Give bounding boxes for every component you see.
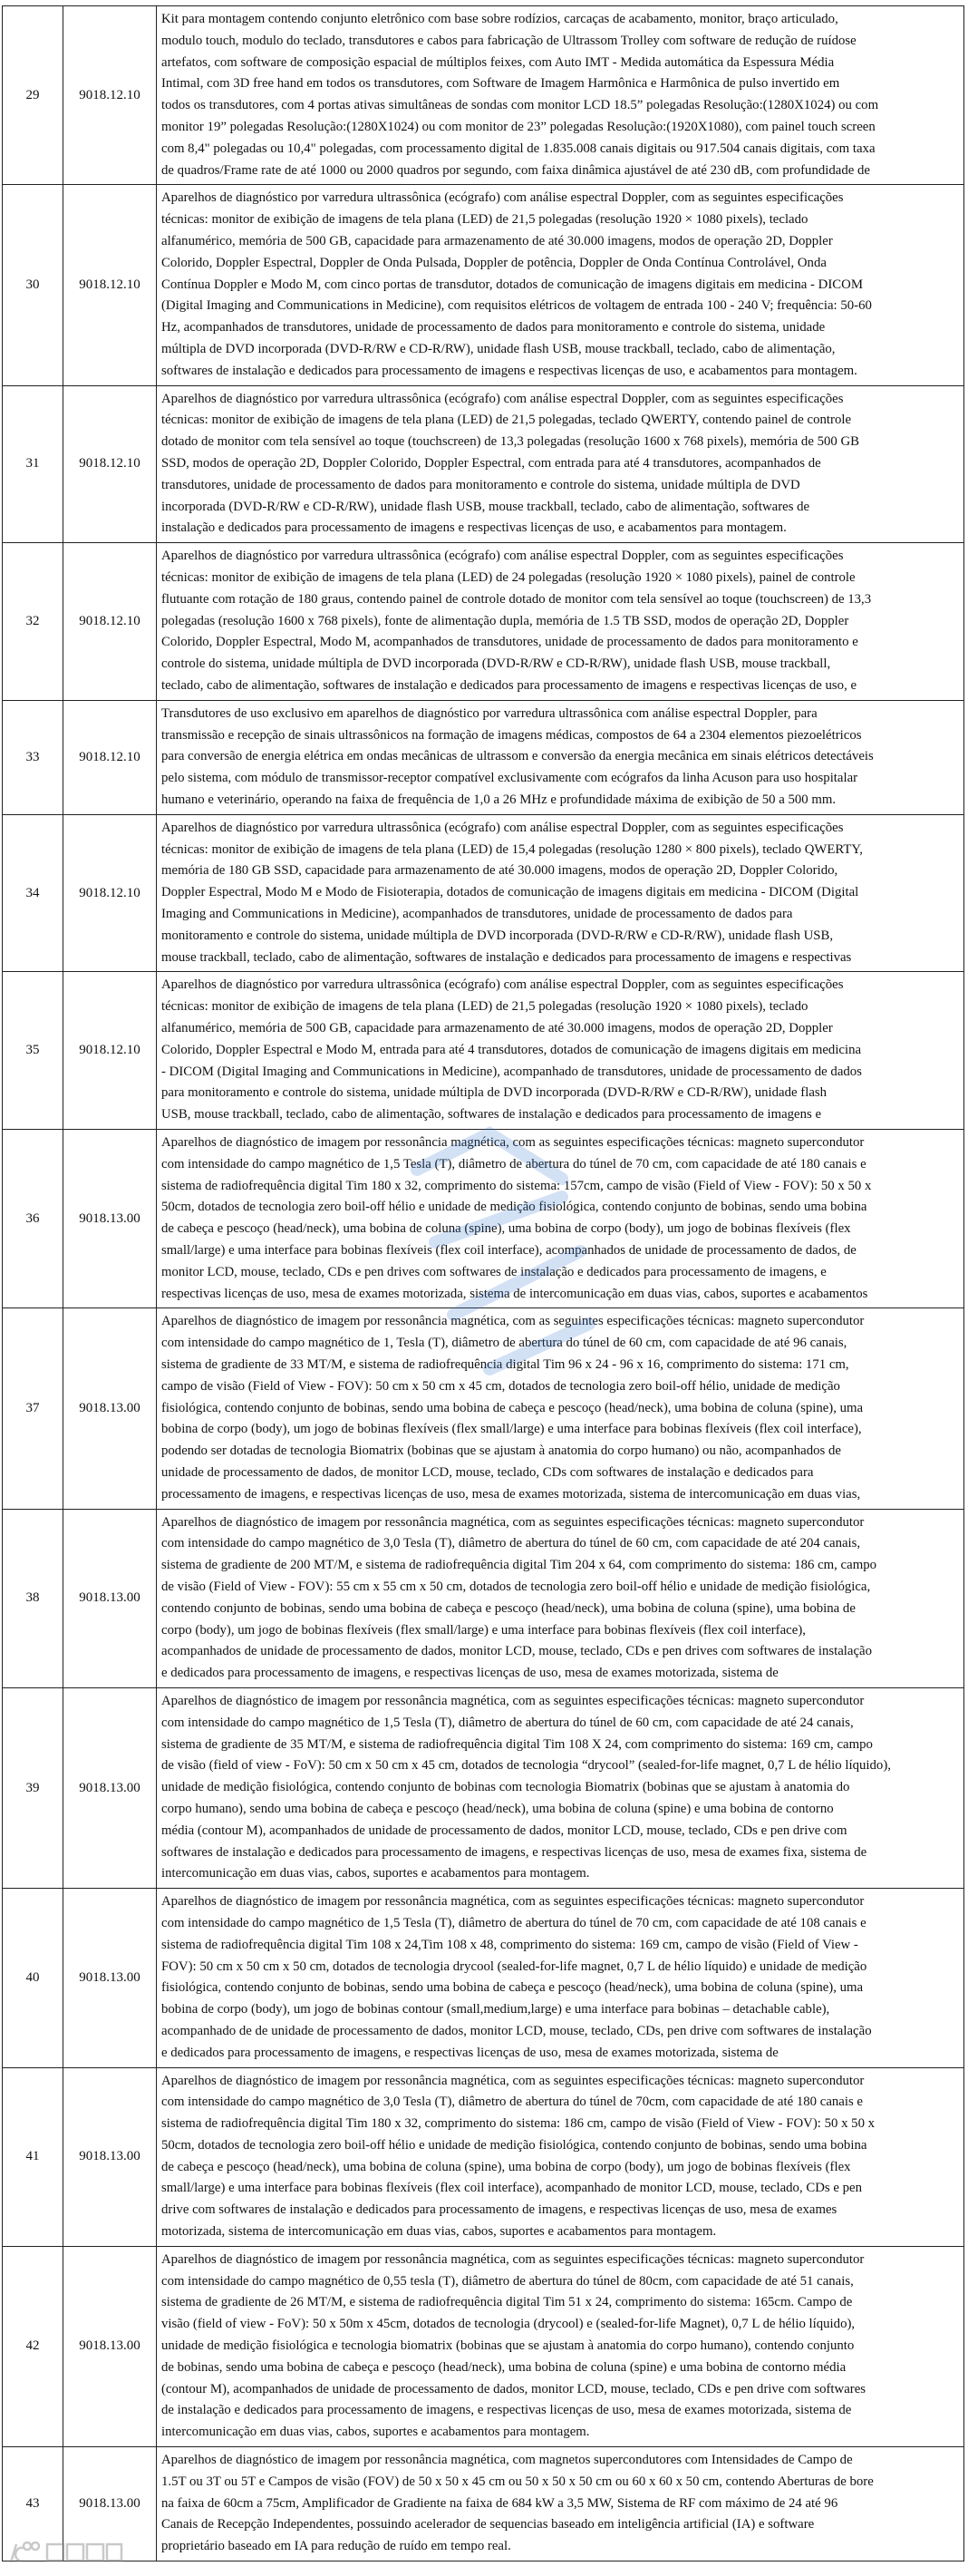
ncm-code: 9018.12.10 (63, 814, 157, 972)
ncm-code: 9018.12.10 (63, 6, 157, 185)
description-line: Intimal, com 3D free hand em todos os transdutores, com Software de Imagem Harmônica e Harmônica de pulso invertido em (161, 76, 840, 92)
item-number: 35 (3, 972, 63, 1130)
description-line: fisiológica, contendo conjunto de bobinas, sendo uma bobina de cabeça e pescoço (head/neck), uma bobina de coluna (spine), uma (161, 1400, 864, 1415)
description-text (161, 1132, 960, 1305)
item-number: 43 (3, 2447, 63, 2561)
ncm-description-table (2, 5, 964, 2561)
description-line: transdutores, unidade de processamento de dados para monitoramento e controle do sistema, unidade múltipla de DVD (161, 477, 800, 492)
description-line: técnicas: monitor de exibição de imagens de tela plana (LED) de 21,5 polegadas, teclado QWERTY, contendo painel de controle (161, 413, 852, 428)
description-line: softwares de instalação e dedicados para processamento de imagens e respectivas licenças de uso, e acabamentos para montagem. (161, 363, 857, 378)
description-text (161, 1691, 960, 1885)
description-line: contendo conjunto de bobinas, sendo uma bobina de cabeça e pescoço (head/neck), uma bobina de coluna (spine), uma bobina de (161, 1600, 856, 1616)
description-line: drive com softwares de instalação e dedicados para processamento de imagens, e respectivas licenças de uso, mesa de exames (161, 2202, 837, 2218)
ncm-code: 9018.13.00 (63, 1308, 157, 1509)
product-description (157, 185, 964, 385)
item-number: 39 (3, 1687, 63, 1888)
item-number: 40 (3, 1889, 63, 2067)
ncm-code: 9018.13.00 (63, 2246, 157, 2446)
description-line: Contínua Doppler e Modo M, com cinco portas de transdutor, dotados de comunicação de imagens digitais em medicina - DICOM (161, 277, 864, 292)
description-line: small/large) e uma interface para bobinas flexíveis (flex coil interface), acompanhado de monitor LCD, mouse, teclado, CDs e pen (161, 2181, 862, 2196)
item-number: 41 (3, 2067, 63, 2246)
description-line: sistema de gradiente de 200 MT/M, e sistema de radiofrequência digital Tim 204 x 64, com comprimento do sistema: 186 cm, campo (161, 1558, 877, 1573)
description-line: memória de 180 GB SSD, capacidade para armazenamento de até 30.000 imagens, modos de operação 2D, Doppler Colorido, (161, 863, 838, 879)
description-line: flutuante com rotação de 180 graus, contendo painel de controle dotado de monitor com tela sensível ao toque (touchscreen) de 13,3 (161, 591, 872, 607)
description-line: com intensidade do campo magnético de 1,5 Tesla (T), diâmetro de abertura do túnel de 70 cm, com capacidade de até 180 canais e (161, 1156, 866, 1171)
description-line: teclado, cabo de alimentação, softwares de instalação e dedicados para processamento de imagens e respectivas licenças de uso, e (161, 677, 857, 693)
description-line: motorizada, sistema de intercomunicação em duas vias, cabos, suportes e acabamentos para montagem. (161, 2224, 717, 2240)
description-line: Aparelhos de diagnóstico por varredura ultrassônica (ecógrafo) com análise espectral Doppler, com as seguintes especificações (161, 190, 844, 206)
description-line: 1.5T ou 3T ou 5T e Campos de visão (FOV) de 50 x 50 x 45 cm ou 50 x 50 x 50 cm ou 60 x 60 x 50 cm, contendo Aberturas de bore (161, 2474, 874, 2489)
description-line: de visão (Field of View - FOV): 55 cm x 55 cm x 50 cm, dotados de tecnologia zero boil-off hélio e unidade de medição fisiológica, (161, 1579, 871, 1594)
description-line: de cabeça e pescoço (head/neck), uma bobina de coluna (spine), uma bobina de corpo (body), um jogo de bobinas flexíveis (flex (161, 1221, 851, 1237)
description-line: para conversão de energia elétrica em ondas mecânicas de ultrassom e conversão da energia mecânica em sinais elétricos detectáveis (161, 749, 874, 764)
description-line: transmissão e recepção de sinais ultrassônicos na formação de imagens médicas, compostos de 64 a 2304 elementos piezoelétricos (161, 727, 862, 743)
description-line: artefatos, com software de composição espacial de múltiplos feixes, com Auto IMT - Medida automática da Espessura Média (161, 54, 835, 70)
item-number: 38 (3, 1509, 63, 1687)
description-line: visão (field of view - FoV): 50 x 50m x 45cm, dotados de tecnologia (drycool) e (sealed-for-life Magnet), 0,7 L de hélio líquido), (161, 2317, 856, 2332)
product-description (157, 2447, 964, 2561)
product-description (157, 814, 964, 972)
description-line: unidade de processamento de dados, de monitor LCD, mouse, teclado, CDs com softwares de instalação e dedicados para (161, 1464, 814, 1480)
product-description (157, 1509, 964, 1687)
description-line: 50cm, dotados de tecnologia zero boil-off hélio e unidade de medição fisiológica, contendo conjunto de bobinas, sendo uma bobina (161, 1200, 867, 1215)
product-description (157, 1308, 964, 1509)
product-description (157, 2067, 964, 2246)
description-line: FOV): 50 cm x 50 cm x 50 cm, dotados de tecnologia drycool (sealed-for-life magnet, 0,7 L de hélio líquido) e unidade de medição (161, 1959, 867, 1974)
description-line: Aparelhos de diagnóstico por varredura ultrassônica (ecógrafo) com análise espectral Doppler, com as seguintes especificações (161, 391, 844, 406)
item-number: 30 (3, 185, 63, 385)
description-line: Aparelhos de diagnóstico de imagem por ressonância magnética, com as seguintes especificações técnicas: magneto supercondutor (161, 1134, 865, 1150)
product-description (157, 1687, 964, 1888)
description-line: para monitoramento e controle do sistema, unidade múltipla de DVD incorporada (DVD-R/RW e CD-R/RW), unidade flash (161, 1085, 828, 1101)
description-line: bobina de corpo (body), um jogo de bobinas flexíveis (flex small/large) e uma interface para bobinas flexíveis (flex coil interface), (161, 1422, 862, 1437)
ncm-code: 9018.13.00 (63, 1129, 157, 1307)
item-number: 32 (3, 543, 63, 701)
item-number: 33 (3, 700, 63, 814)
item-number: 29 (3, 6, 63, 185)
description-text (161, 975, 960, 1126)
ncm-code: 9018.12.10 (63, 972, 157, 1130)
table-row (3, 385, 964, 543)
description-text (161, 9, 960, 181)
description-line: incorporada (DVD-R/RW e CD-R/RW), unidade flash USB, mouse trackball, teclado, cabo de alimentação, softwares de (161, 499, 810, 514)
item-number: 31 (3, 385, 63, 543)
description-line: Aparelhos de diagnóstico de imagem por ressonância magnética, com as seguintes especificações técnicas: magneto supercondutor (161, 2073, 865, 2088)
description-line: Hz, acompanhados de transdutores, unidade de processamento de dados para monitoramento e controle do sistema, unidade (161, 320, 826, 335)
description-line: unidade de medição fisiológica, contendo conjunto de bobinas com tecnologia Biomatrix (bobinas que se ajustam à anatomia do (161, 1780, 850, 1795)
description-line: acompanhado de de unidade de processamento de dados, monitor LCD, mouse, teclado, CDs, pen drive com softwares de instalação (161, 2023, 872, 2038)
ncm-code: 9018.13.00 (63, 1889, 157, 2067)
item-number: 37 (3, 1308, 63, 1509)
description-line: todos os transdutores, com 4 portas ativas simultâneas de sondas com monitor LCD 18.5” polegadas Resolução:(1280X1024) ou com (161, 98, 879, 113)
table-row (3, 1129, 964, 1307)
table-row (3, 1889, 964, 2067)
description-text (161, 818, 960, 969)
description-text (161, 1311, 960, 1505)
description-line: softwares de instalação e dedicados para processamento de imagens, e respectivas licenças de uso, mesa de exames fixa, sistema de (161, 1844, 867, 1860)
ncm-code: 9018.13.00 (63, 2067, 157, 2246)
description-line: com intensidade do campo magnético de 1,5 Tesla (T), diâmetro de abertura do túnel de 60 cm, com capacidade de até 24 canais, (161, 1715, 854, 1730)
table-row (3, 185, 964, 385)
description-line: Aparelhos de diagnóstico por varredura ultrassônica (ecógrafo) com análise espectral Doppler, com as seguintes especificações (161, 820, 844, 835)
description-line: Colorido, Doppler Espectral, Doppler de Onda Pulsada, Doppler de potência, Doppler de Onda Contínua Controlável, Onda (161, 255, 827, 270)
description-line: técnicas: monitor de exibição de imagens de tela plana (LED) de 24 polegadas (resolução 1920 × 1080 pixels), painel de controle (161, 569, 856, 585)
description-text (161, 704, 960, 812)
table-row (3, 2447, 964, 2561)
description-line: Doppler Espectral, Modo M e Modo de Fisioterapia, dotados de comunicação de imagens digitais em medicina - DICOM (Digital (161, 885, 859, 900)
table-body (3, 6, 964, 2561)
description-line: Colorido, Doppler Espectral, Modo M, acompanhados de transdutores, unidade de processamento de dados para monitoramento e (161, 635, 858, 650)
product-description (157, 1129, 964, 1307)
description-line: acompanhados de unidade de processamento de dados, monitor LCD, mouse, teclado, CDs e pen drives com softwares de instalação (161, 1644, 873, 1659)
description-line: - DICOM (Digital Imaging and Communications in Medicine), acompanhado de transdutores, unidade de processamento de dados (161, 1064, 862, 1079)
description-line: monitoramento e controle do sistema, unidade múltipla de DVD incorporada (DVD-R/RW e CD-R/RW), unidade flash USB, (161, 928, 834, 943)
description-line: USB, mouse trackball, teclado, cabo de alimentação, softwares de instalação e dedicados para processamento de imagens e (161, 1107, 822, 1123)
description-line: Aparelhos de diagnóstico de imagem por ressonância magnética, com as seguintes especificações técnicas: magneto supercondutor (161, 1314, 865, 1329)
table-row (3, 814, 964, 972)
description-line: intercomunicação em duas vias, cabos, suportes e acabamentos para montagem. (161, 2425, 590, 2440)
product-description (157, 972, 964, 1130)
description-line: fisiológica, contendo conjunto de bobinas, sendo uma bobina de cabeça e pescoço (head/neck), uma bobina de coluna (spine), uma (161, 1980, 864, 1996)
description-line: Transdutores de uso exclusivo em aparelhos de diagnóstico por varredura ultrassônica com análise espectral Doppler, para (161, 705, 818, 721)
table-row (3, 1687, 964, 1888)
description-line: na faixa de 60cm a 75cm, Amplificador de Gradiente na faixa de 684 kW a 3,5 MW, Sistema de RF com máximo de 24 até 96 (161, 2495, 838, 2511)
ncm-code: 9018.12.10 (63, 543, 157, 701)
table-row (3, 6, 964, 185)
description-line: de cabeça e pescoço (head/neck), uma bobina de coluna (spine), uma bobina de corpo (body), um jogo de bobinas flexíveis (flex (161, 2159, 851, 2174)
description-line: com intensidade do campo magnético de 1,5 Tesla (T), diâmetro de abertura do túnel de 70 cm, com capacidade de até 108 canais e (161, 1915, 866, 1930)
ncm-code: 9018.13.00 (63, 2447, 157, 2561)
description-line: Kit para montagem contendo conjunto eletrônico com base sobre rodízios, carcaças de acabamento, monitor, braço articulado, (161, 12, 838, 26)
description-line: monitor 19” polegadas Resolução:(1280X1024) ou com monitor de 23” polegadas Resolução:(1920X1080), com painel touch screen (161, 119, 876, 134)
table-row (3, 1308, 964, 1509)
description-line: Imaging and Communications in Medicine), acompanhados de transdutores, unidade de processamento de dados para (161, 906, 793, 921)
description-line: sistema de radiofrequência digital Tim 180 x 32, comprimento do sistema: 186 cm, campo de visão (Field of View - FOV): 50 x 50 x (161, 2116, 876, 2132)
description-line: dotado de monitor com tela sensível ao toque (touchscreen) de 13,3 polegadas (resolução 1600 x 768 pixels), memória de 500 GB (161, 434, 860, 450)
description-line: Aparelhos de diagnóstico de imagem por ressonância magnética, com magnetos supercondutores com Intensidades de Campo de (161, 2453, 853, 2468)
product-description (157, 385, 964, 543)
description-text (161, 2250, 960, 2444)
product-description (157, 1889, 964, 2067)
description-line: intercomunicação em duas vias, cabos, suportes e acabamentos para montagem. (161, 1866, 590, 1881)
table-row (3, 543, 964, 701)
table-row (3, 1509, 964, 1687)
table-row (3, 2067, 964, 2246)
ncm-code: 9018.12.10 (63, 700, 157, 814)
description-line: bobina de corpo (body), um jogo de bobinas contour (small,medium,large) e uma interface para bobinas – detachable cable), (161, 2002, 830, 2017)
item-number: 42 (3, 2246, 63, 2446)
table-row (3, 972, 964, 1130)
description-line: Aparelhos de diagnóstico de imagem por ressonância magnética, com as seguintes especificações técnicas: magneto supercondutor (161, 2251, 865, 2267)
table-row (3, 2246, 964, 2446)
description-line: de bobinas, sendo uma bobina de cabeça e pescoço (head/neck), uma bobina de coluna (spine) e uma bobina de contorno média (161, 2359, 847, 2375)
description-line: (Digital Imaging and Communications in Medicine), com requisitos elétricos de voltagem de entrada 100 - 240 V; frequência: 50-60 (161, 298, 872, 314)
description-line: mouse trackball, teclado, cabo de alimentação, softwares de instalação e dedicados para processamento de imagens e respectivas (161, 949, 852, 965)
description-line: pelo sistema, com módulo de transmissor-receptor compatível exclusivamente com ecógrafos da linha Acuson para uso hospitalar (161, 771, 858, 786)
description-line: polegadas (resolução 1600 x 768 pixels), fonte de alimentação dupla, memória de 1.5 TB SSD, modos de operação 2D, Doppler (161, 613, 849, 628)
description-text (161, 188, 960, 382)
description-line: Canais de Recepção Independentes, possuindo acelerador de sequencias baseado em inteligência artificial (IA) e software (161, 2517, 815, 2532)
description-line: SSD, modos de operação 2D, Doppler Colorido, Doppler Espectral, com entrada para até 4 transdutores, acompanhados de (161, 455, 821, 471)
description-line: alfanumérico, memória de 500 GB, capacidade para armazenamento de até 30.000 imagens, modos de operação 2D, Doppler (161, 233, 833, 248)
description-line: humano e veterinário, operando na faixa de frequência de 1,0 a 26 MHz e profundidade máxima de exibição de 50 a 500 mm. (161, 792, 837, 807)
description-line: de visão (field of view - FoV): 50 cm x 50 cm x 45 cm, dotados de tecnologia “drycool” (sealed-for-life magnet, 0,7 L de hélio líquido), (161, 1758, 891, 1774)
description-line: técnicas: monitor de exibição de imagens de tela plana (LED) de 15,4 polegadas (resolução 1280 × 800 pixels), teclado QWERTY, (161, 841, 863, 857)
description-line: monitor LCD, mouse, teclado, CDs e pen drives com softwares de instalação e dedicados para processamento de imagens, e (161, 1264, 827, 1279)
description-line: com 8,4" polegadas ou 10,4" polegadas, com processamento digital de 1.835.008 canais digitais ou 917.504 canais digitais, com taxa (161, 141, 876, 156)
table-row (3, 700, 964, 814)
description-line: modulo touch, modulo do teclado, transdutores e cabos para fabricação de Ultrassom Trolley com software de redução de ruídose (161, 33, 857, 48)
description-line: proprietário baseado em IA para redução de ruído em tempo real. (161, 2539, 511, 2554)
product-description (157, 543, 964, 701)
description-line: (contour M), acompanhados de unidade de processamento de dados, monitor LCD, mouse, teclado, CDs e pen drive com softwares (161, 2381, 866, 2396)
description-line: com intensidade do campo magnético de 3,0 Tesla (T), diâmetro de abertura do túnel de 70cm, com capacidade de até 180 canais e (161, 2095, 863, 2110)
description-line: sistema de gradiente de 33 MT/M, e sistema de radiofrequência digital Tim 96 x 24 - 96 x 16, comprimento do sistema: 171 cm, (161, 1356, 849, 1372)
description-line: podendo ser dotadas de tecnologia Biomatrix (bobinas que se ajustam à anatomia do corpo humano) ou não, acompanhados de (161, 1444, 841, 1459)
description-line: Aparelhos de diagnóstico de imagem por ressonância magnética, com as seguintes especificações técnicas: magneto supercondutor (161, 1693, 865, 1708)
description-line: unidade de medição fisiológica e tecnologia biomatrix (bobinas que se ajustam à anatomia do corpo humano), contendo conjunto (161, 2338, 855, 2354)
description-line: Aparelhos de diagnóstico por varredura ultrassônica (ecógrafo) com análise espectral Doppler, com as seguintes especificações (161, 549, 844, 564)
ncm-code: 9018.12.10 (63, 385, 157, 543)
description-line: Aparelhos de diagnóstico de imagem por ressonância magnética, com as seguintes especificações técnicas: magneto supercondutor (161, 1514, 865, 1530)
ncm-code: 9018.12.10 (63, 185, 157, 385)
description-text (161, 1891, 960, 2064)
description-text (161, 1512, 960, 1685)
description-line: 50cm, dotados de tecnologia zero boil-off hélio e unidade de medição fisiológica, contendo conjunto de bobinas, sendo uma bobina (161, 2137, 867, 2153)
description-line: de quadros/Frame rate de até 1000 ou 2000 quadros por segundo, com faixa dinâmica ajustável de até 230 dB, com profundidade de (161, 162, 870, 178)
item-number: 36 (3, 1129, 63, 1307)
description-line: corpo humano), sendo uma bobina de cabeça e pescoço (head/neck), uma bobina de coluna (spine) e uma bobina de contorno (161, 1801, 834, 1816)
product-description (157, 2246, 964, 2446)
description-line: instalação e dedicados para processamento de imagens e respectivas licenças de uso, e acabamentos para montagem. (161, 520, 787, 536)
description-text (161, 389, 960, 540)
item-number: 34 (3, 814, 63, 972)
description-line: respectivas licenças de uso, mesa de exames motorizada, sistema de intercomunicação em duas vias, cabos, suportes e acabamentos (161, 1286, 868, 1301)
description-line: sistema de gradiente de 35 MT/M, e sistema de radiofrequência digital Tim 108 X 24, com comprimento do sistema: 169 cm, campo (161, 1736, 873, 1752)
product-description (157, 700, 964, 814)
description-line: campo de visão (Field of View - FOV): 50 cm x 50 cm x 45 cm, dotados de tecnologia zero boil-off hélio, unidade de medição (161, 1378, 840, 1394)
description-line: e dedicados para processamento de imagens, e respectivas licenças de uso, mesa de exames motorizada, sistema de (161, 1666, 779, 1681)
description-line: Aparelhos de diagnóstico por varredura ultrassônica (ecógrafo) com análise espectral Doppler, com as seguintes especificações (161, 977, 844, 993)
description-line: sistema de gradiente de 26 MT/M, e sistema de radiofrequência digital Tim 51 x 24, comprimento do sistema: 165cm. Campo de (161, 2295, 853, 2310)
description-line: alfanumérico, memória de 500 GB, capacidade para armazenamento de até 30.000 imagens, modos de operação 2D, Doppler (161, 1020, 833, 1035)
description-text (161, 546, 960, 697)
description-text (161, 2071, 960, 2243)
description-line: controle do sistema, unidade múltipla de DVD incorporada (DVD-R/RW e CD-R/RW), unidade flash USB, mouse trackball, (161, 656, 831, 672)
description-line: com intensidade do campo magnético de 0,55 tesla (T), diâmetro de abertura do túnel de 80cm, com capacidade de até 51 canais, (161, 2273, 854, 2289)
description-line: média (contour M), acompanhados de unidade de processamento de dados, monitor LCD, mouse, teclado, CDs e pen drive com (161, 1823, 847, 1838)
description-line: e dedicados para processamento de imagens, e respectivas licenças de uso, mesa de exames motorizada, sistema de (161, 2045, 779, 2060)
description-line: sistema de radiofrequência digital Tim 108 x 24,Tim 108 x 48, comprimento do sistema: 169 cm, campo de visão (Field of View - (161, 1937, 858, 1952)
description-line: processamento de imagens, e respectivas licenças de uso, mesa de exames motorizada, sistema de intercomunicação em duas vias, (161, 1486, 861, 1502)
description-line: técnicas: monitor de exibição de imagens de tela plana (LED) de 21,5 polegadas (resolução 1920 × 1080 pixels), teclado (161, 212, 808, 228)
product-description (157, 6, 964, 185)
description-line: de instalação e dedicados para processamento de imagens, e respectivas licenças de uso, mesa de exames motorizada, sistema de (161, 2403, 852, 2418)
description-line: Colorido, Doppler Espectral e Modo M, entrada para até 4 transdutores, dotados de comunicação de imagens digitais em medicina (161, 1042, 862, 1057)
description-text (161, 2450, 960, 2558)
ncm-code: 9018.13.00 (63, 1509, 157, 1687)
description-line: técnicas: monitor de exibição de imagens de tela plana (LED) de 21,5 polegadas (resolução 1920 × 1080 pixels), teclado (161, 999, 808, 1015)
description-line: com intensidade do campo magnético de 3,0 Tesla (T), diâmetro de abertura do túnel de 60 cm, com capacidade de até 204 canais, (161, 1536, 861, 1551)
description-line: Aparelhos de diagnóstico de imagem por ressonância magnética, com as seguintes especificações técnicas: magneto supercondutor (161, 1894, 865, 1910)
description-line: com intensidade do campo magnético de 1, Tesla (T), diâmetro de abertura do túnel de 60 cm, com capacidade de até 96 canais, (161, 1336, 847, 1351)
description-line: sistema de radiofrequência digital Tim 180 x 32, comprimento do sistema: 157cm, campo de visão (Field of View - FOV): 50 x 50 x (161, 1178, 872, 1193)
description-line: múltipla de DVD incorporada (DVD-R/RW e CD-R/RW), unidade flash USB, mouse trackball, teclado, cabo de alimentação, (161, 341, 836, 356)
description-line: corpo (body), um jogo de bobinas flexíveis (flex small/large) e uma interface para bobinas flexíveis (flex coil interface), (161, 1622, 806, 1638)
ncm-code: 9018.13.00 (63, 1687, 157, 1888)
description-line: small/large) e uma interface para bobinas flexíveis (flex coil interface), acompanhados de unidade de processamento de dados, de (161, 1242, 857, 1258)
